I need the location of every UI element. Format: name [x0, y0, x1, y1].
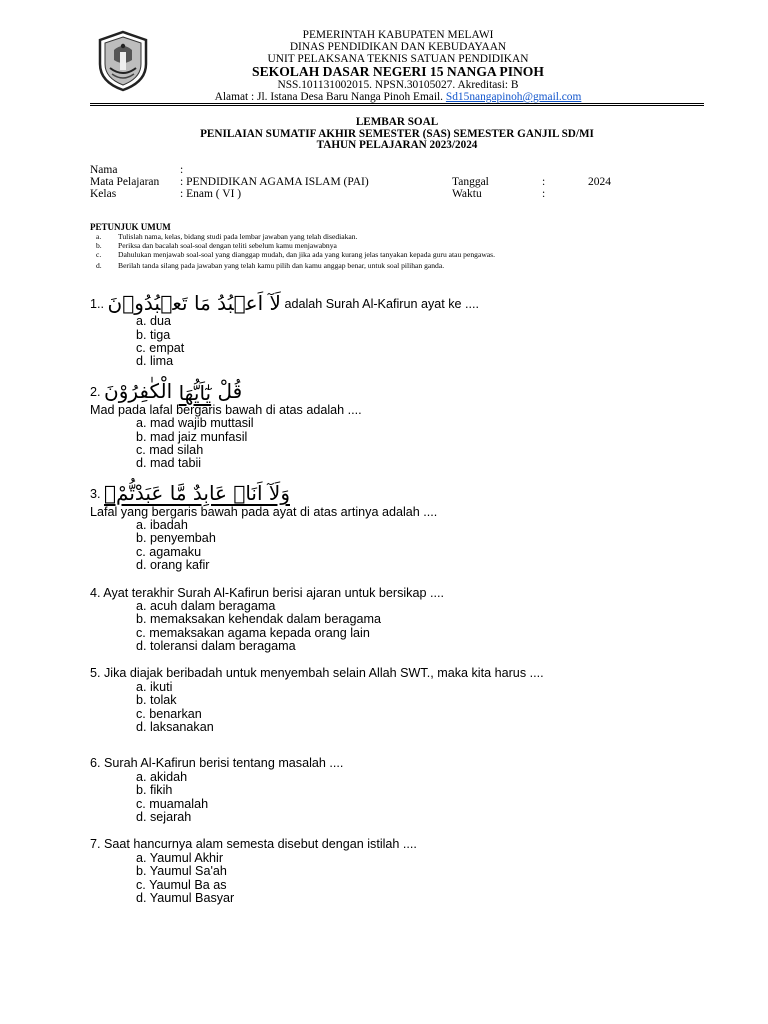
question-7: 7. Saat hancurnya alam semesta disebut dengan istilah .... — [90, 837, 417, 851]
regency-crest-icon — [96, 30, 150, 92]
address-text: Alamat : Jl. Istana Desa Baru Nanga Pinoh Email. — [214, 91, 444, 103]
question-number: 3. — [90, 487, 101, 501]
answer-option[interactable]: c. benarkan — [136, 707, 202, 721]
answer-option[interactable]: a. akidah — [136, 770, 188, 784]
question-3-text: Lafal yang bergaris bawah pada ayat di atas artinya adalah .... — [90, 505, 438, 519]
answer-option[interactable]: b. penyembah — [136, 531, 216, 545]
answer-option[interactable]: a. ikuti — [136, 680, 173, 694]
nama-label: Nama — [90, 164, 118, 176]
arabic-underlined-word: يٰٓاَيُّهَا — [178, 381, 212, 405]
question-2-verse — [90, 379, 243, 405]
header-line-3: UNIT PELAKSANA TEKNIS SATUAN PENDIDIKAN — [267, 53, 529, 65]
answer-option[interactable]: d. laksanakan — [136, 720, 214, 734]
question-text: adalah Surah Al-Kafirun ayat ke .... — [284, 297, 480, 311]
kelas-label: Kelas — [90, 188, 117, 200]
header-line-1: PEMERINTAH KABUPATEN MELAWI — [302, 29, 494, 41]
answer-option[interactable]: b. tolak — [136, 693, 177, 707]
arabic-word: قُلْ — [217, 379, 243, 403]
arabic-verse — [104, 379, 242, 403]
answer-option[interactable]: d. lima — [136, 354, 174, 368]
instruction-text: Berilah tanda silang pada jawaban yang telah kamu pilih dan kamu anggap benar, untuk soal pilihan ganda. — [118, 261, 445, 270]
answer-option[interactable]: c. empat — [136, 341, 185, 355]
email-link[interactable]: Sd15nangapinoh@gmail.com — [445, 91, 582, 103]
mapel-label: Mata Pelajaran — [90, 176, 160, 188]
answer-option[interactable]: c. mad silah — [136, 443, 204, 457]
answer-option[interactable]: d. toleransi dalam beragama — [136, 639, 296, 653]
school-registration: NSS.101131002015. NPSN.30105027. Akreditasi: B — [277, 79, 519, 91]
arabic-verse: وَلَآ اَنَا۠ عَابِدٌ مَّا عَبَدْتُّمْۙ — [104, 481, 290, 505]
instruction-text: Periksa dan bacalah soal-soal dengan teliti sebelum kamu menjawabnya — [118, 241, 337, 250]
answer-option[interactable]: b. mad jaiz munfasil — [136, 430, 248, 444]
title-line-1: LEMBAR SOAL — [355, 116, 439, 128]
answer-option[interactable]: a. mad wajib muttasil — [136, 416, 254, 430]
instruction-letter: c. — [96, 250, 102, 259]
question-5: 5. Jika diajak beribadah untuk menyembah selain Allah SWT., maka kita harus .... — [90, 666, 544, 680]
title-line-2: PENILAIAN SUMATIF AKHIR SEMESTER (SAS) SEMESTER GANJIL SD/MI — [200, 127, 594, 140]
waktu-colon[interactable]: : — [542, 188, 546, 200]
question-number: 2. — [90, 385, 101, 399]
document-title — [90, 117, 704, 152]
answer-option[interactable]: b. fikih — [136, 783, 173, 797]
answer-option[interactable]: d. mad tabii — [136, 456, 202, 470]
answer-option[interactable]: b. tiga — [136, 328, 171, 342]
answer-option[interactable]: a. ibadah — [136, 518, 188, 532]
question-number: 1.. — [90, 297, 105, 311]
answer-option[interactable]: c. agamaku — [136, 545, 202, 559]
tanggal-colon: : — [542, 176, 546, 188]
answer-option[interactable]: d. orang kafir — [136, 558, 210, 572]
instruction-text: Tulislah nama, kelas, bidang studi pada lembar jawaban yang telah disediakan. — [118, 232, 358, 241]
answer-option[interactable]: a. dua — [136, 314, 172, 328]
mapel-value: : PENDIDIKAN AGAMA ISLAM (PAI) — [180, 176, 369, 188]
answer-option[interactable]: b. Yaumul Sa'ah — [136, 864, 227, 878]
answer-option[interactable]: a. Yaumul Akhir — [136, 851, 224, 865]
answer-option[interactable]: a. acuh dalam beragama — [136, 599, 276, 613]
question-2-text: Mad pada lafal bergaris bawah di atas adalah .... — [90, 403, 362, 417]
header-divider — [90, 103, 704, 104]
header-line-2: DINAS PENDIDIKAN DAN KEBUDAYAAN — [289, 41, 507, 53]
tanggal-label: Tanggal — [452, 176, 489, 188]
school-name: SEKOLAH DASAR NEGERI 15 NANGA PINOH — [252, 64, 544, 79]
answer-option[interactable]: d. sejarah — [136, 810, 192, 824]
answer-option[interactable]: c. Yaumul Ba as — [136, 878, 227, 892]
header-divider-thin — [90, 105, 704, 106]
question-6: 6. Surah Al-Kafirun berisi tentang masalah .... — [90, 756, 344, 770]
tanggal-value[interactable]: 2024 — [588, 176, 611, 188]
question-1 — [90, 291, 480, 315]
arabic-word: الْكٰفِرُوْنَ — [104, 379, 173, 403]
instruction-letter: a. — [96, 232, 102, 241]
answer-option[interactable]: c. muamalah — [136, 797, 209, 811]
title-line-3: TAHUN PELAJARAN 2023/2024 — [316, 139, 478, 151]
waktu-label: Waktu — [452, 188, 482, 200]
instruction-letter: d. — [96, 261, 102, 270]
question-3-verse — [90, 481, 290, 505]
arabic-verse: لَآ اَعۡبُدُ مَا تَعۡبُدُوۡنَ — [107, 291, 281, 315]
nama-field[interactable]: : — [180, 164, 184, 176]
instructions-title: PETUNJUK UMUM — [90, 222, 171, 232]
instruction-text: Dahulukan menjawab soal-soal yang dianggap mudah, dan jika ada yang kurang jelas tanyakan kepada guru atau pengawas. — [118, 250, 496, 259]
question-4: 4. Ayat terakhir Surah Al-Kafirun berisi ajaran untuk bersikap .... — [90, 586, 444, 600]
letterhead — [160, 29, 636, 103]
answer-option[interactable]: c. memaksakan agama kepada orang lain — [136, 626, 370, 640]
answer-option[interactable]: b. memaksakan kehendak dalam beragama — [136, 612, 382, 626]
kelas-value: : Enam ( VI ) — [180, 188, 242, 200]
instruction-letter: b. — [96, 241, 102, 250]
answer-option[interactable]: d. Yaumul Basyar — [136, 891, 235, 905]
school-address — [160, 91, 636, 103]
